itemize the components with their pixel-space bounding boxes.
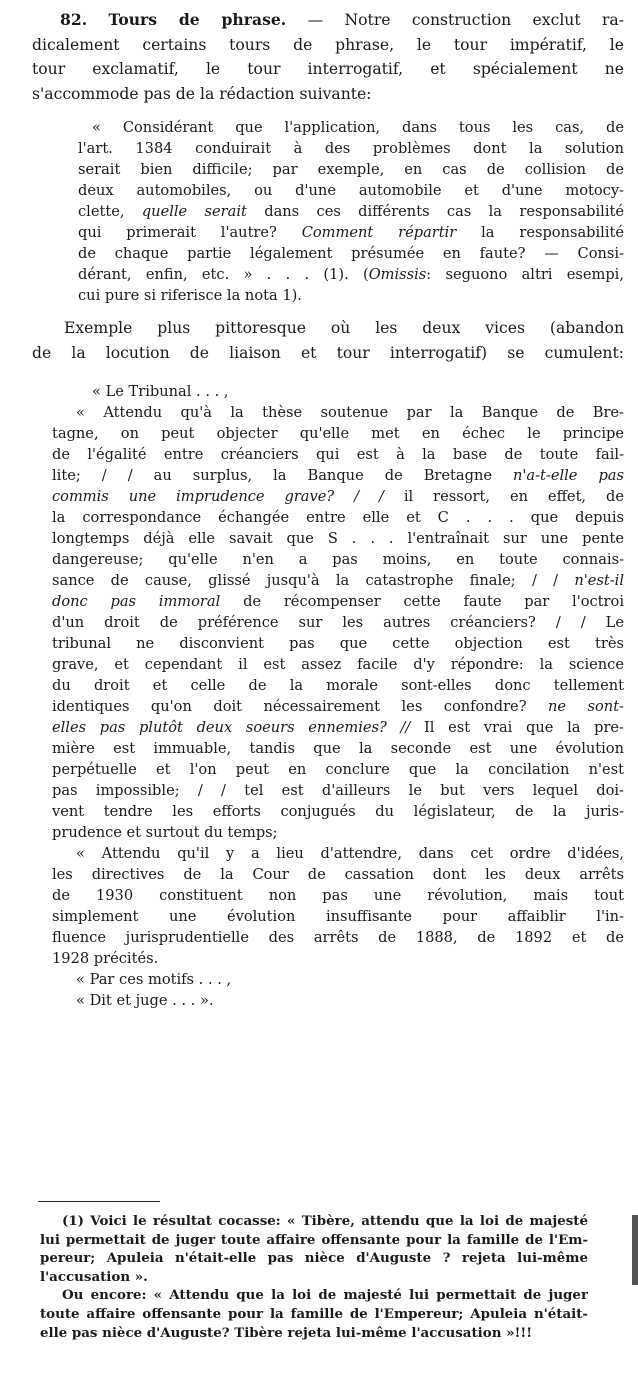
quote-text: pas impossible; / / tel est d'ailleurs le but vers lequel doi- <box>52 782 624 799</box>
quote-line <box>52 465 624 486</box>
quote-text: la responsabilité <box>456 224 624 241</box>
section-title: Tours de phrase. <box>108 10 287 29</box>
quote-text: de récompenser cette faute par l'octroi <box>220 593 624 610</box>
quote-text: simplement une évolution insuffisante pour affaiblir l'in- <box>52 908 624 925</box>
quote-line <box>52 990 624 1011</box>
quote-text: Il est vrai que la pre- <box>410 719 624 736</box>
quote-text: de 1930 constituent non pas une révolution, mais tout <box>52 887 624 904</box>
quote-text: n'est-il <box>574 572 624 589</box>
quote-text: clette, <box>78 203 142 220</box>
quote-text: quelle serait <box>141 203 247 220</box>
footnote-text: Ou encore: « Attendu que la loi de majesté lui permettait de juger <box>62 1287 588 1304</box>
quote-text: de l'égalité entre créanciers qui est à la base de toute fail- <box>52 446 624 463</box>
quote-line <box>78 159 624 180</box>
quote-text: « Considérant que l'application, dans tous les cas, de <box>92 119 624 136</box>
footnote-line <box>40 1268 588 1287</box>
quote-text: de chaque partie légalement présumée en faute? — Consi- <box>78 245 624 262</box>
intro-text: s'accommode pas de la rédaction suivante: <box>32 84 372 103</box>
quote-line <box>52 423 624 444</box>
footnote-text: toute affaire offensante pour la famille de l'Empereur; Apuleia n'était- <box>40 1305 588 1322</box>
quote-text: prudence et surtout du temps; <box>52 824 278 841</box>
quote-text: deux automobiles, ou d'une automobile et d'une motocy- <box>78 182 624 199</box>
quote-text: Comment répartir <box>301 224 457 241</box>
quote-text: « Le Tribunal . . . , <box>92 383 229 400</box>
quote-text: tagne, on peut objecter qu'elle met en échec le principe <box>52 425 624 442</box>
section-number: 82. <box>60 10 88 29</box>
quote-tribunal <box>52 381 624 1011</box>
quote-line <box>78 222 624 243</box>
quote-text: mière est immuable, tandis que la seconde est une évolution <box>52 740 624 757</box>
quote-line <box>78 201 624 222</box>
quote-line <box>52 864 624 885</box>
paragraph-exemple <box>32 316 624 365</box>
page-edge-mark <box>632 1215 638 1285</box>
footnote-text: elle pas nièce d'Auguste? Tibère rejeta lui-même l'accusation »!!! <box>40 1324 533 1341</box>
quote-considerant <box>78 117 624 306</box>
quote-text: serait bien difficile; par exemple, en cas de collision de <box>78 161 624 178</box>
quote-line <box>52 549 624 570</box>
quote-text: dangereuse; qu'elle n'en a pas moins, en toute connais- <box>52 551 624 568</box>
quote-text: cui pure si riferisce la nota 1). <box>78 287 302 304</box>
footnote-text: lui permettait de juger toute affaire offensante pour la famille de l'Em- <box>40 1231 588 1248</box>
quote-text: qui primerait l'autre? <box>78 224 302 241</box>
quote-text: : seguono altri esempi, <box>426 266 624 283</box>
section-intro <box>32 8 624 106</box>
quote-line <box>52 444 624 465</box>
quote-line <box>78 180 624 201</box>
intro-text: — Notre construction exclut ra- <box>286 11 624 29</box>
quote-line <box>52 843 624 864</box>
quote-text: vent tendre les efforts conjugués du législateur, de la juris- <box>52 803 624 820</box>
quote-text: « Dit et juge . . . ». <box>76 992 214 1009</box>
quote-line <box>78 243 624 264</box>
quote-text: du droit et celle de la morale sont-elles donc tellement <box>52 677 624 694</box>
quote-text: lite; / / au surplus, la Banque de Bretagne <box>52 467 513 484</box>
quote-line <box>52 906 624 927</box>
quote-text: donc pas immoral <box>52 593 221 610</box>
paragraph-text: de la locution de liaison et tour interrogatif) se cumulent: <box>32 343 624 362</box>
quote-text: sance de cause, glissé jusqu'à la catastrophe finale; / / <box>52 572 575 589</box>
quote-text: longtemps déjà elle savait que S . . . l'entraînait sur une pente <box>52 530 624 547</box>
quote-text: perpétuelle et l'on peut en conclure que la concilation n'est <box>52 761 624 778</box>
quote-text: l'art. 1384 conduirait à des problèmes dont la solution <box>78 140 624 157</box>
quote-line <box>52 801 624 822</box>
quote-text: la correspondance échangée entre elle et C . . . que depuis <box>52 509 624 526</box>
footnote-divider <box>38 1201 160 1202</box>
quote-line <box>52 612 624 633</box>
footnote-line <box>40 1324 588 1343</box>
footnote-text: (1) Voici le résultat cocasse: « Tibère, attendu que la loi de majesté <box>62 1213 588 1229</box>
quote-line <box>52 591 624 612</box>
quote-line <box>78 264 624 285</box>
quote-line <box>52 969 624 990</box>
quote-text: fluence jurisprudentielle des arrêts de 1888, de 1892 et de <box>52 929 624 946</box>
footnote-text: l'accusation ». <box>40 1268 148 1285</box>
quote-text: « Par ces motifs . . . , <box>76 971 232 988</box>
quote-text: grave, et cependant il est assez facile d'y répondre: la science <box>52 656 624 673</box>
footnote <box>40 1212 588 1342</box>
quote-text: commis une imprudence grave? / / <box>52 488 384 505</box>
quote-line <box>52 822 624 843</box>
quote-line <box>52 738 624 759</box>
quote-line <box>52 486 624 507</box>
quote-text: identiques qu'on doit nécessairement les confondre? <box>52 698 548 715</box>
quote-line <box>52 654 624 675</box>
quote-line <box>52 675 624 696</box>
quote-text: 1928 précités. <box>52 950 159 967</box>
quote-line <box>52 528 624 549</box>
quote-line <box>52 402 624 423</box>
quote-line <box>52 780 624 801</box>
quote-text: elles pas plutôt deux soeurs ennemies? // <box>52 719 411 736</box>
intro-text: dicalement certains tours de phrase, le tour impératif, le <box>32 35 624 54</box>
quote-line <box>52 507 624 528</box>
quote-text: « Attendu qu'à la thèse soutenue par la Banque de Bre- <box>76 404 624 421</box>
quote-line <box>78 117 624 138</box>
paragraph-line <box>32 316 624 341</box>
paragraph-line <box>32 341 624 366</box>
quote-line <box>52 381 624 402</box>
quote-line <box>52 759 624 780</box>
quote-line <box>78 138 624 159</box>
quote-line <box>52 717 624 738</box>
intro-line <box>32 33 624 58</box>
quote-text: d'un droit de préférence sur les autres créanciers? / / Le <box>52 614 624 631</box>
quote-text: n'a-t-elle pas <box>513 467 624 484</box>
footnote-text: pereur; Apuleia n'était-elle pas nièce d'Auguste ? rejeta lui-même <box>40 1250 588 1267</box>
quote-text: ne sont- <box>548 698 624 715</box>
quote-line <box>52 633 624 654</box>
quote-line <box>52 570 624 591</box>
footnote-line <box>40 1212 588 1231</box>
quote-text: dérant, enfin, etc. » . . . (1). ( <box>78 266 369 283</box>
quote-text: tribunal ne disconvient pas que cette objection est très <box>52 635 624 652</box>
quote-text: les directives de la Cour de cassation dont les deux arrêts <box>52 866 624 883</box>
footnote-line <box>40 1286 588 1305</box>
paragraph-text: Exemple plus pittoresque où les deux vices (abandon <box>64 319 624 337</box>
quote-line <box>52 948 624 969</box>
quote-text: « Attendu qu'il y a lieu d'attendre, dans cet ordre d'idées, <box>76 845 624 862</box>
intro-line <box>32 8 624 33</box>
quote-line <box>78 285 624 306</box>
quote-line <box>52 885 624 906</box>
quote-line <box>52 927 624 948</box>
quote-text: il ressort, en effet, de <box>383 488 624 505</box>
intro-line <box>32 57 624 82</box>
footnote-line <box>40 1305 588 1324</box>
intro-line <box>32 82 624 107</box>
footnote-line <box>40 1231 588 1250</box>
quote-text: Omissis <box>368 266 427 283</box>
intro-text: tour exclamatif, le tour interrogatif, et spécialement ne <box>32 60 624 79</box>
quote-line <box>52 696 624 717</box>
quote-text: dans ces différents cas la responsabilité <box>246 203 624 220</box>
footnote-line <box>40 1249 588 1268</box>
